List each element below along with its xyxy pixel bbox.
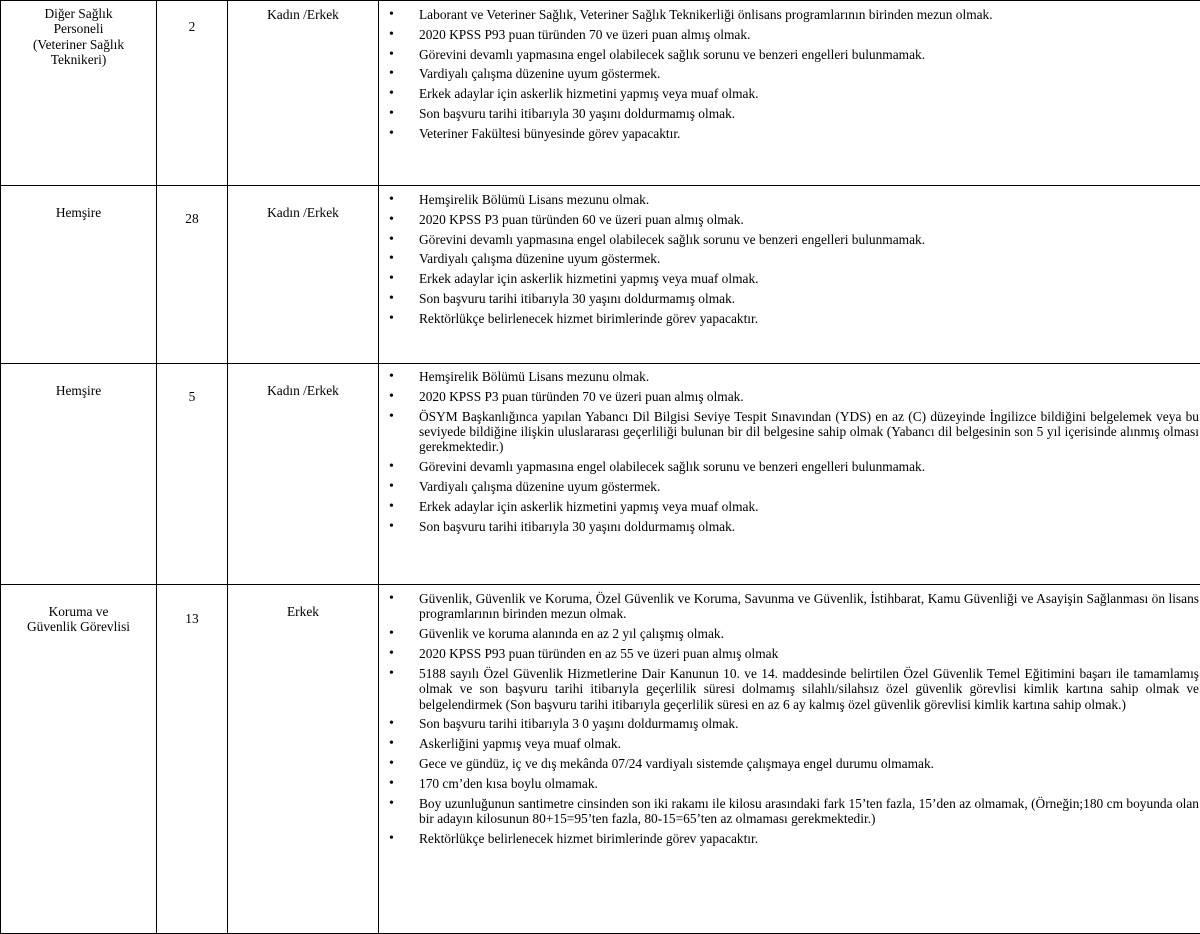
requirements-list [379,585,1200,846]
position-count-cell: 13 [157,585,228,934]
position-title-cell [1,1,157,186]
requirement-item: • Görevini devamlı yapmasına engel olabilecek sağlık sorunu ve benzeri engelleri bulunmamak. [419,47,1200,62]
requirement-item: • 2020 KPSS P93 puan türünden 70 ve üzeri puan almış olmak. [419,27,1200,42]
requirement-item: • Son başvuru tarihi itibarıyla 30 yaşını doldurmamış olmak. [419,291,1200,306]
requirement-item: • Laborant ve Veteriner Sağlık, Veteriner Sağlık Teknikerliği önlisans programlarının birinden mezun olmak. [419,7,1200,22]
requirement-item: • Vardiyalı çalışma düzenine uyum göstermek. [419,251,1200,266]
position-title-cell [1,585,157,934]
requirement-item: • Erkek adaylar için askerlik hizmetini yapmış veya muaf olmak. [419,499,1200,514]
requirement-item: • Güvenlik, Güvenlik ve Koruma, Özel Güvenlik ve Koruma, Savunma ve Güvenlik, İstihbarat, Kamu Güvenliği ve Asayişin Sağlanması ön lisans programlarının birinden mezun olmak. [419,591,1200,622]
requirement-item: • Vardiyalı çalışma düzenine uyum göstermek. [419,479,1200,494]
requirement-item: • Güvenlik ve koruma alanında en az 2 yıl çalışmış olmak. [419,626,1200,641]
gender-cell: Kadın /Erkek [228,1,379,186]
requirement-item: • Gece ve gündüz, iç ve dış mekânda 07/24 vardiyalı sistemde çalışmaya engel durumu olmamak. [419,756,1200,771]
requirement-item: • Erkek adaylar için askerlik hizmetini yapmış veya muaf olmak. [419,271,1200,286]
table-row [1,1,1200,186]
table-row [1,364,1200,585]
requirement-item: • 2020 KPSS P3 puan türünden 60 ve üzeri puan almış olmak. [419,212,1200,227]
requirement-item: • Hemşirelik Bölümü Lisans mezunu olmak. [419,369,1200,384]
requirement-item: • Boy uzunluğunun santimetre cinsinden son iki rakamı ile kilosu arasındaki fark 15’ten fazla, 15’den az olmamak, (Örneğin;180 cm boyunda olan bir adayın kilosunun 80+15=95’ten fazla, 80-15=65’ten az olmaması gerekmektedir.) [419,796,1200,827]
requirement-item: • Vardiyalı çalışma düzenine uyum göstermek. [419,66,1200,81]
position-title-line: Diğer Sağlık [1,6,156,21]
requirement-item: • Veteriner Fakültesi bünyesinde görev yapacaktır. [419,126,1200,141]
position-count-cell: 28 [157,186,228,364]
requirement-item: • Son başvuru tarihi itibarıyla 30 yaşını doldurmamış olmak. [419,106,1200,121]
requirement-item: • Son başvuru tarihi itibarıyla 30 yaşını doldurmamış olmak. [419,519,1200,534]
position-title-cell [1,186,157,364]
position-title-line: (Veteriner Sağlık [1,37,156,52]
requirement-item: • Erkek adaylar için askerlik hizmetini yapmış veya muaf olmak. [419,86,1200,101]
requirement-item: • Görevini devamlı yapmasına engel olabilecek sağlık sorunu ve benzeri engelleri bulunmamak. [419,232,1200,247]
requirements-cell [379,585,1200,934]
requirements-list [379,186,1200,326]
position-title-line: Teknikeri) [1,52,156,67]
requirement-item: • Son başvuru tarihi itibarıyla 3 0 yaşını doldurmamış olmak. [419,716,1200,731]
position-title-cell [1,364,157,585]
requirement-item: • ÖSYM Başkanlığınca yapılan Yabancı Dil Bilgisi Seviye Tespit Sınavından (YDS) en az (C) düzeyinde İngilizce bildiğini belgelemek veya bu seviyede bildiğine ilişkin uluslararası geçerliliği bulunan bir dil belgesine sahip olmak (Yabancı dil belgesinin son 5 yıl içerisinde alınmış olması gerekmektedir.) [419,409,1200,455]
position-count-cell: 5 [157,364,228,585]
requirement-item: • Görevini devamlı yapmasına engel olabilecek sağlık sorunu ve benzeri engelleri bulunmamak. [419,459,1200,474]
requirement-item: • Rektörlükçe belirlenecek hizmet birimlerinde görev yapacaktır. [419,311,1200,326]
gender-cell: Erkek [228,585,379,934]
position-count-cell: 2 [157,1,228,186]
gender-cell: Kadın /Erkek [228,364,379,585]
requirements-list [379,1,1200,141]
table-row [1,186,1200,364]
position-title-line: Personeli [1,21,156,36]
requirements-cell [379,364,1200,585]
requirement-item: • Hemşirelik Bölümü Lisans mezunu olmak. [419,192,1200,207]
requirements-cell [379,1,1200,186]
gender-cell: Kadın /Erkek [228,186,379,364]
position-title-line: Hemşire [1,383,156,398]
position-title-line: Güvenlik Görevlisi [1,619,156,634]
requirement-item: • 5188 sayılı Özel Güvenlik Hizmetlerine Dair Kanunun 10. ve 14. maddesinde belirtilen Özel Güvenlik Temel Eğitimini başarı ile tamamlamış olmak ve son başvuru tarihi itibarıyla geçerlilik süresi dolmamış silahlı/silahsız özel güvenlik görevlisi kimlik kartına sahip olmak ve belgelendirmek (Son başvuru tarihi itibarıyla geçerlilik süresi en az 6 ay kalmış özel güvenlik görevlisi kimlik kartına sahip olmak.) [419,666,1200,712]
positions-table-body [1,1,1200,934]
position-title-line: Hemşire [1,205,156,220]
requirements-list [379,364,1200,534]
requirements-cell [379,186,1200,364]
requirement-item: • 2020 KPSS P93 puan türünden en az 55 ve üzeri puan almış olmak [419,646,1200,661]
position-title-line: Koruma ve [1,604,156,619]
table-row [1,585,1200,934]
requirement-item: • 2020 KPSS P3 puan türünden 70 ve üzeri puan almış olmak. [419,389,1200,404]
requirement-item: • Askerliğini yapmış veya muaf olmak. [419,736,1200,751]
requirement-item: • 170 cm’den kısa boylu olmamak. [419,776,1200,791]
requirement-item: • Rektörlükçe belirlenecek hizmet birimlerinde görev yapacaktır. [419,831,1200,846]
